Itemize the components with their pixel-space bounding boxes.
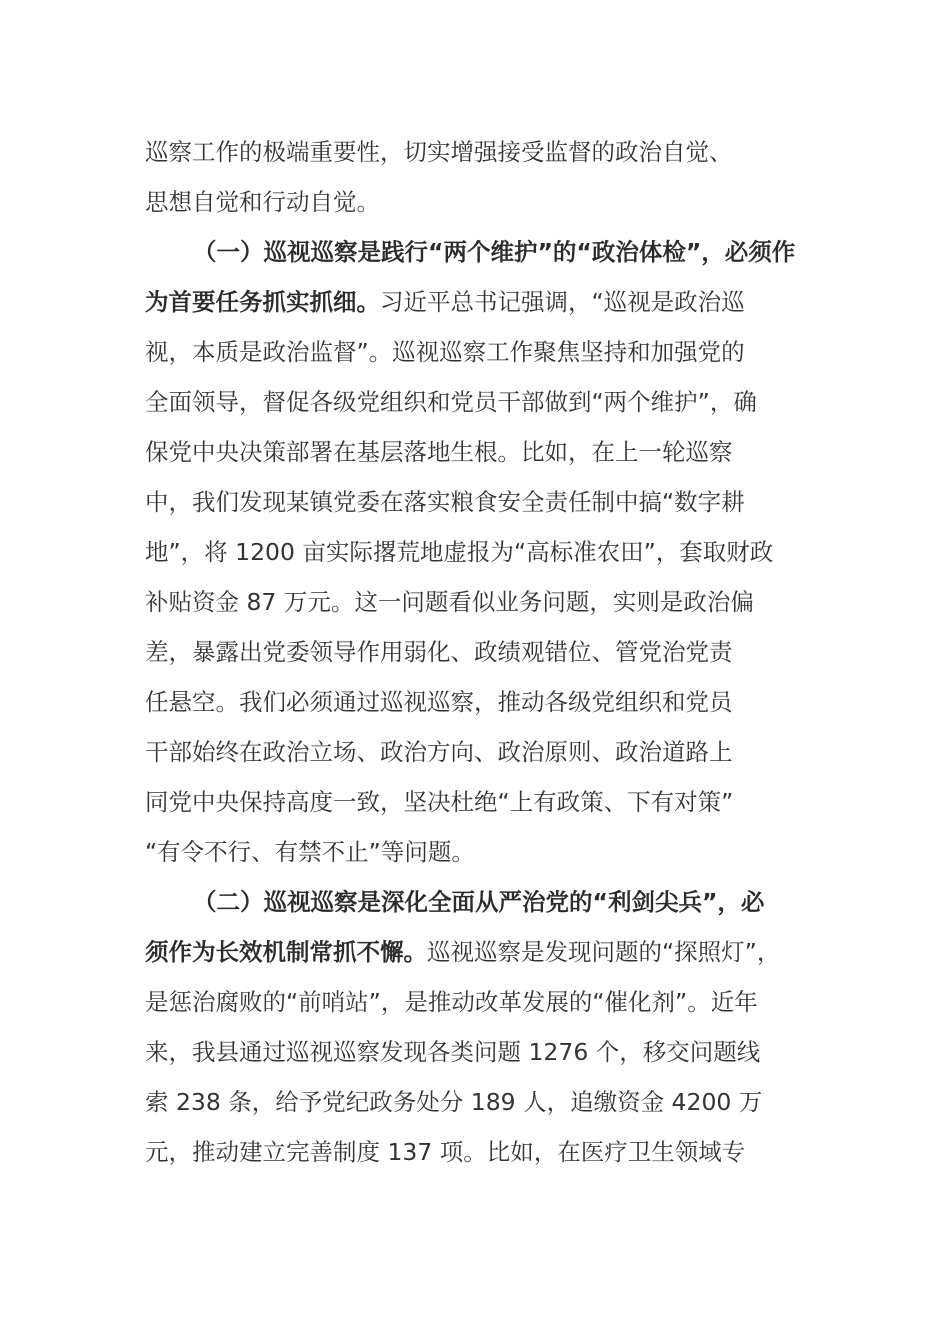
text-run: 思想自觉和行动自觉。 (145, 188, 380, 216)
text-line (145, 177, 380, 227)
section-heading-2-cont: 须作为长效机制常抓不懈。 (145, 938, 427, 966)
text-run: 全面领导，督促各级党组织和党员干部做到“两个维护”，确 (145, 388, 757, 416)
section-heading-1-cont: 为首要任务抓实抓细。 (145, 288, 380, 316)
text-run: 巡察工作的极端重要性，切实增强接受监督的政治自觉、 (145, 138, 733, 166)
text-run: 任悬空。我们必须通过巡视巡察，推动各级党组织和党员 (145, 688, 733, 716)
text-run: “有令不行、有禁不止”等问题。 (145, 838, 475, 866)
text-line (145, 127, 733, 177)
text-run: 索 238 条，给予党纪政务处分 189 人，追缴资金 4200 万 (145, 1088, 763, 1116)
text-line (145, 1027, 760, 1077)
text-run: 巡视巡察是发现问题的“探照灯”， (427, 938, 781, 966)
text-line (145, 727, 733, 777)
text-line (145, 427, 733, 477)
section-heading-line (193, 877, 764, 927)
text-line (145, 377, 757, 427)
text-run: 差，暴露出党委领导作用弱化、政绩观错位、管党治党责 (145, 638, 733, 666)
text-run: 元，推动建立完善制度 137 项。比如，在医疗卫生领域专 (145, 1138, 746, 1166)
text-run: 保党中央决策部署在基层落地生根。比如，在上一轮巡察 (145, 438, 733, 466)
text-line (145, 677, 733, 727)
text-line (145, 927, 780, 977)
text-run: 来，我县通过巡视巡察发现各类问题 1276 个，移交问题线 (145, 1038, 761, 1066)
text-line (145, 977, 758, 1027)
text-line (145, 1127, 745, 1177)
section-heading-1: （一）巡视巡察是践行“两个维护”的“政治体检”，必须作 (193, 238, 796, 266)
text-line (145, 527, 773, 577)
text-line (145, 827, 475, 877)
text-run: 同党中央保持高度一致，坚决杜绝“上有政策、下有对策” (145, 788, 734, 816)
text-line (145, 1077, 762, 1127)
text-line (145, 577, 754, 627)
text-run: 地”，将 1200 亩实际撂荒地虚报为“高标准农田”，套取财政 (145, 538, 774, 566)
text-run: 干部始终在政治立场、政治方向、政治原则、政治道路上 (145, 738, 733, 766)
text-line (145, 627, 733, 677)
text-line (145, 477, 745, 527)
text-line (145, 777, 733, 827)
text-run: 中，我们发现某镇党委在落实粮食安全责任制中搞“数字耕 (145, 488, 745, 516)
text-line (145, 277, 745, 327)
text-run: 习近平总书记强调，“巡视是政治巡 (380, 288, 745, 316)
section-heading-2: （二）巡视巡察是深化全面从严治党的“利剑尖兵”，必 (193, 888, 765, 916)
text-line (145, 327, 745, 377)
section-heading-line (193, 227, 795, 277)
text-run: 视，本质是政治监督”。巡视巡察工作聚焦坚持和加强党的 (145, 338, 745, 366)
text-run: 是惩治腐败的“前哨站”，是推动改革发展的“催化剂”。近年 (145, 988, 758, 1016)
text-run: 补贴资金 87 万元。这一问题看似业务问题，实则是政治偏 (145, 588, 754, 616)
